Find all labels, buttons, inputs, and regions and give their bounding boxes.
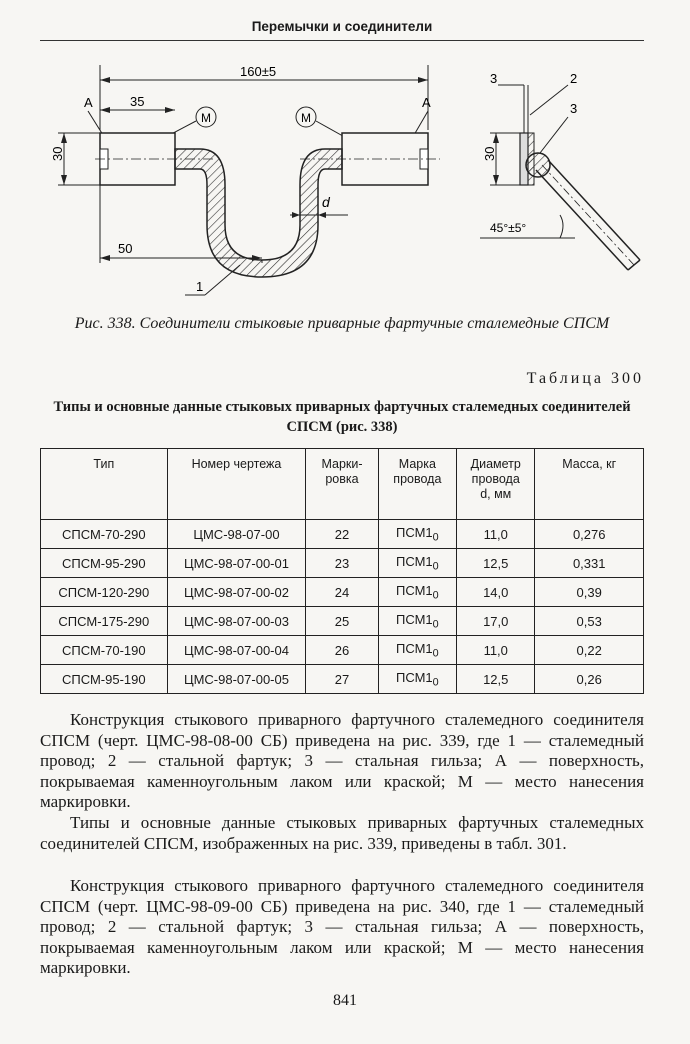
label-m-right: M [301,111,311,125]
cell-type: СПСМ-95-290 [41,549,168,578]
cell-drawing: ЦМС-98-07-00-02 [167,578,306,607]
cell-diameter: 14,0 [457,578,535,607]
label-a-left: A [84,95,93,110]
cell-mass: 0,39 [535,578,644,607]
cell-mark: 23 [306,549,378,578]
col-header: Тип [41,449,168,520]
col-header: Марки- ровка [306,449,378,520]
table-row [41,607,644,636]
running-header: Перемычки и соединители [40,14,644,41]
col-header: Масса, кг [535,449,644,520]
cell-drawing: ЦМС-98-07-00 [167,520,306,549]
table-title: Типы и основные данные стыковых приварных фартучных сталемедных соединителей СПСМ (рис. 338) [53,399,631,435]
table-row [41,520,644,549]
svg-text:50: 50 [118,241,133,256]
col-header: Диаметр провода d, мм [457,449,535,520]
cell-diameter: 11,0 [457,636,535,665]
cell-mark: 25 [306,607,378,636]
cell-mass: 0,331 [535,549,644,578]
cell-mass: 0,22 [535,636,644,665]
cell-mark: 26 [306,636,378,665]
col-header: Номер чертежа [167,449,306,520]
paragraph-3: Конструкция стыкового приварного фартучного сталемедного соединителя СПСМ (черт. ЦМС-98-09-00 СБ) приведена на рис. 340, где 1 — сталемедный провод; 2 — стальной фартук; 3 — стальная гильза; А — поверхность, покрываемая каменноугольным лаком или краской; М — место нанесения маркировки. [40,876,644,978]
svg-text:35: 35 [130,94,145,109]
cell-wire: $ПСМ1_0$ [378,578,456,607]
paragraph-2: Типы и основные данные стыковых приварных фартучных сталемедных соединителей СПСМ, изображенных на рис. 339, приведены в табл. 301. [40,813,644,853]
cell-diameter: 17,0 [457,607,535,636]
cell-wire: $ПСМ1_0$ [378,636,456,665]
cell-type: СПСМ-175-290 [41,607,168,636]
cell-drawing: ЦМС-98-07-00-05 [167,665,306,694]
svg-text:30: 30 [50,146,65,161]
cell-diameter: 11,0 [457,520,535,549]
cell-diameter: 12,5 [457,665,535,694]
cell-mark: 27 [306,665,378,694]
cell-wire: $ПСМ1_0$ [378,665,456,694]
page-number: 841 [333,992,357,1009]
cell-wire: $ПСМ1_0$ [378,607,456,636]
label-item-2: 2 [570,71,578,86]
label-a-right: A [422,95,431,110]
cell-mark: 22 [306,520,378,549]
cell-mass: 0,26 [535,665,644,694]
cell-mass: 0,53 [535,607,644,636]
cell-drawing: ЦМС-98-07-00-04 [167,636,306,665]
label-item-1: 1 [196,279,204,294]
label-item-3-mid: 3 [570,101,578,116]
figure-338-drawing [0,55,690,305]
cell-wire: $ПСМ1_0$ [378,549,456,578]
cell-type: СПСМ-95-190 [41,665,168,694]
cell-type: СПСМ-70-190 [41,636,168,665]
dim-angle: 45°±5° [490,221,527,235]
svg-text:30: 30 [482,146,497,161]
cell-type: СПСМ-70-290 [41,520,168,549]
label-m-left: M [201,111,211,125]
label-item-3-top: 3 [490,71,498,86]
cell-drawing: ЦМС-98-07-00-01 [167,549,306,578]
table-number: Таблица 300 [526,370,644,387]
table-row [41,665,644,694]
paragraph-1: Конструкция стыкового приварного фартучного сталемедного соединителя СПСМ (черт. ЦМС-98-08-00 СБ) приведена на рис. 339, где 1 — сталемедный провод; 2 — стальной фартук; 3 — стальная гильза; А — поверхность, покрываемая каменноугольным лаком или краской; М — место нанесения маркировки. [40,710,644,812]
cell-mark: 24 [306,578,378,607]
table-row [41,549,644,578]
table-row [41,578,644,607]
data-table [40,448,644,694]
cell-type: СПСМ-120-290 [41,578,168,607]
cell-drawing: ЦМС-98-07-00-03 [167,607,306,636]
table-header-row [41,449,644,520]
table-row [41,636,644,665]
cell-diameter: 12,5 [457,549,535,578]
col-header: Марка провода [378,449,456,520]
dim-overall: 160±5 [240,64,277,79]
svg-text:d: d [322,194,330,210]
figure-caption: Рис. 338. Соединители стыковые приварные фартучные сталемедные СПСМ [74,315,610,332]
cell-mass: 0,276 [535,520,644,549]
cell-wire: $ПСМ1_0$ [378,520,456,549]
